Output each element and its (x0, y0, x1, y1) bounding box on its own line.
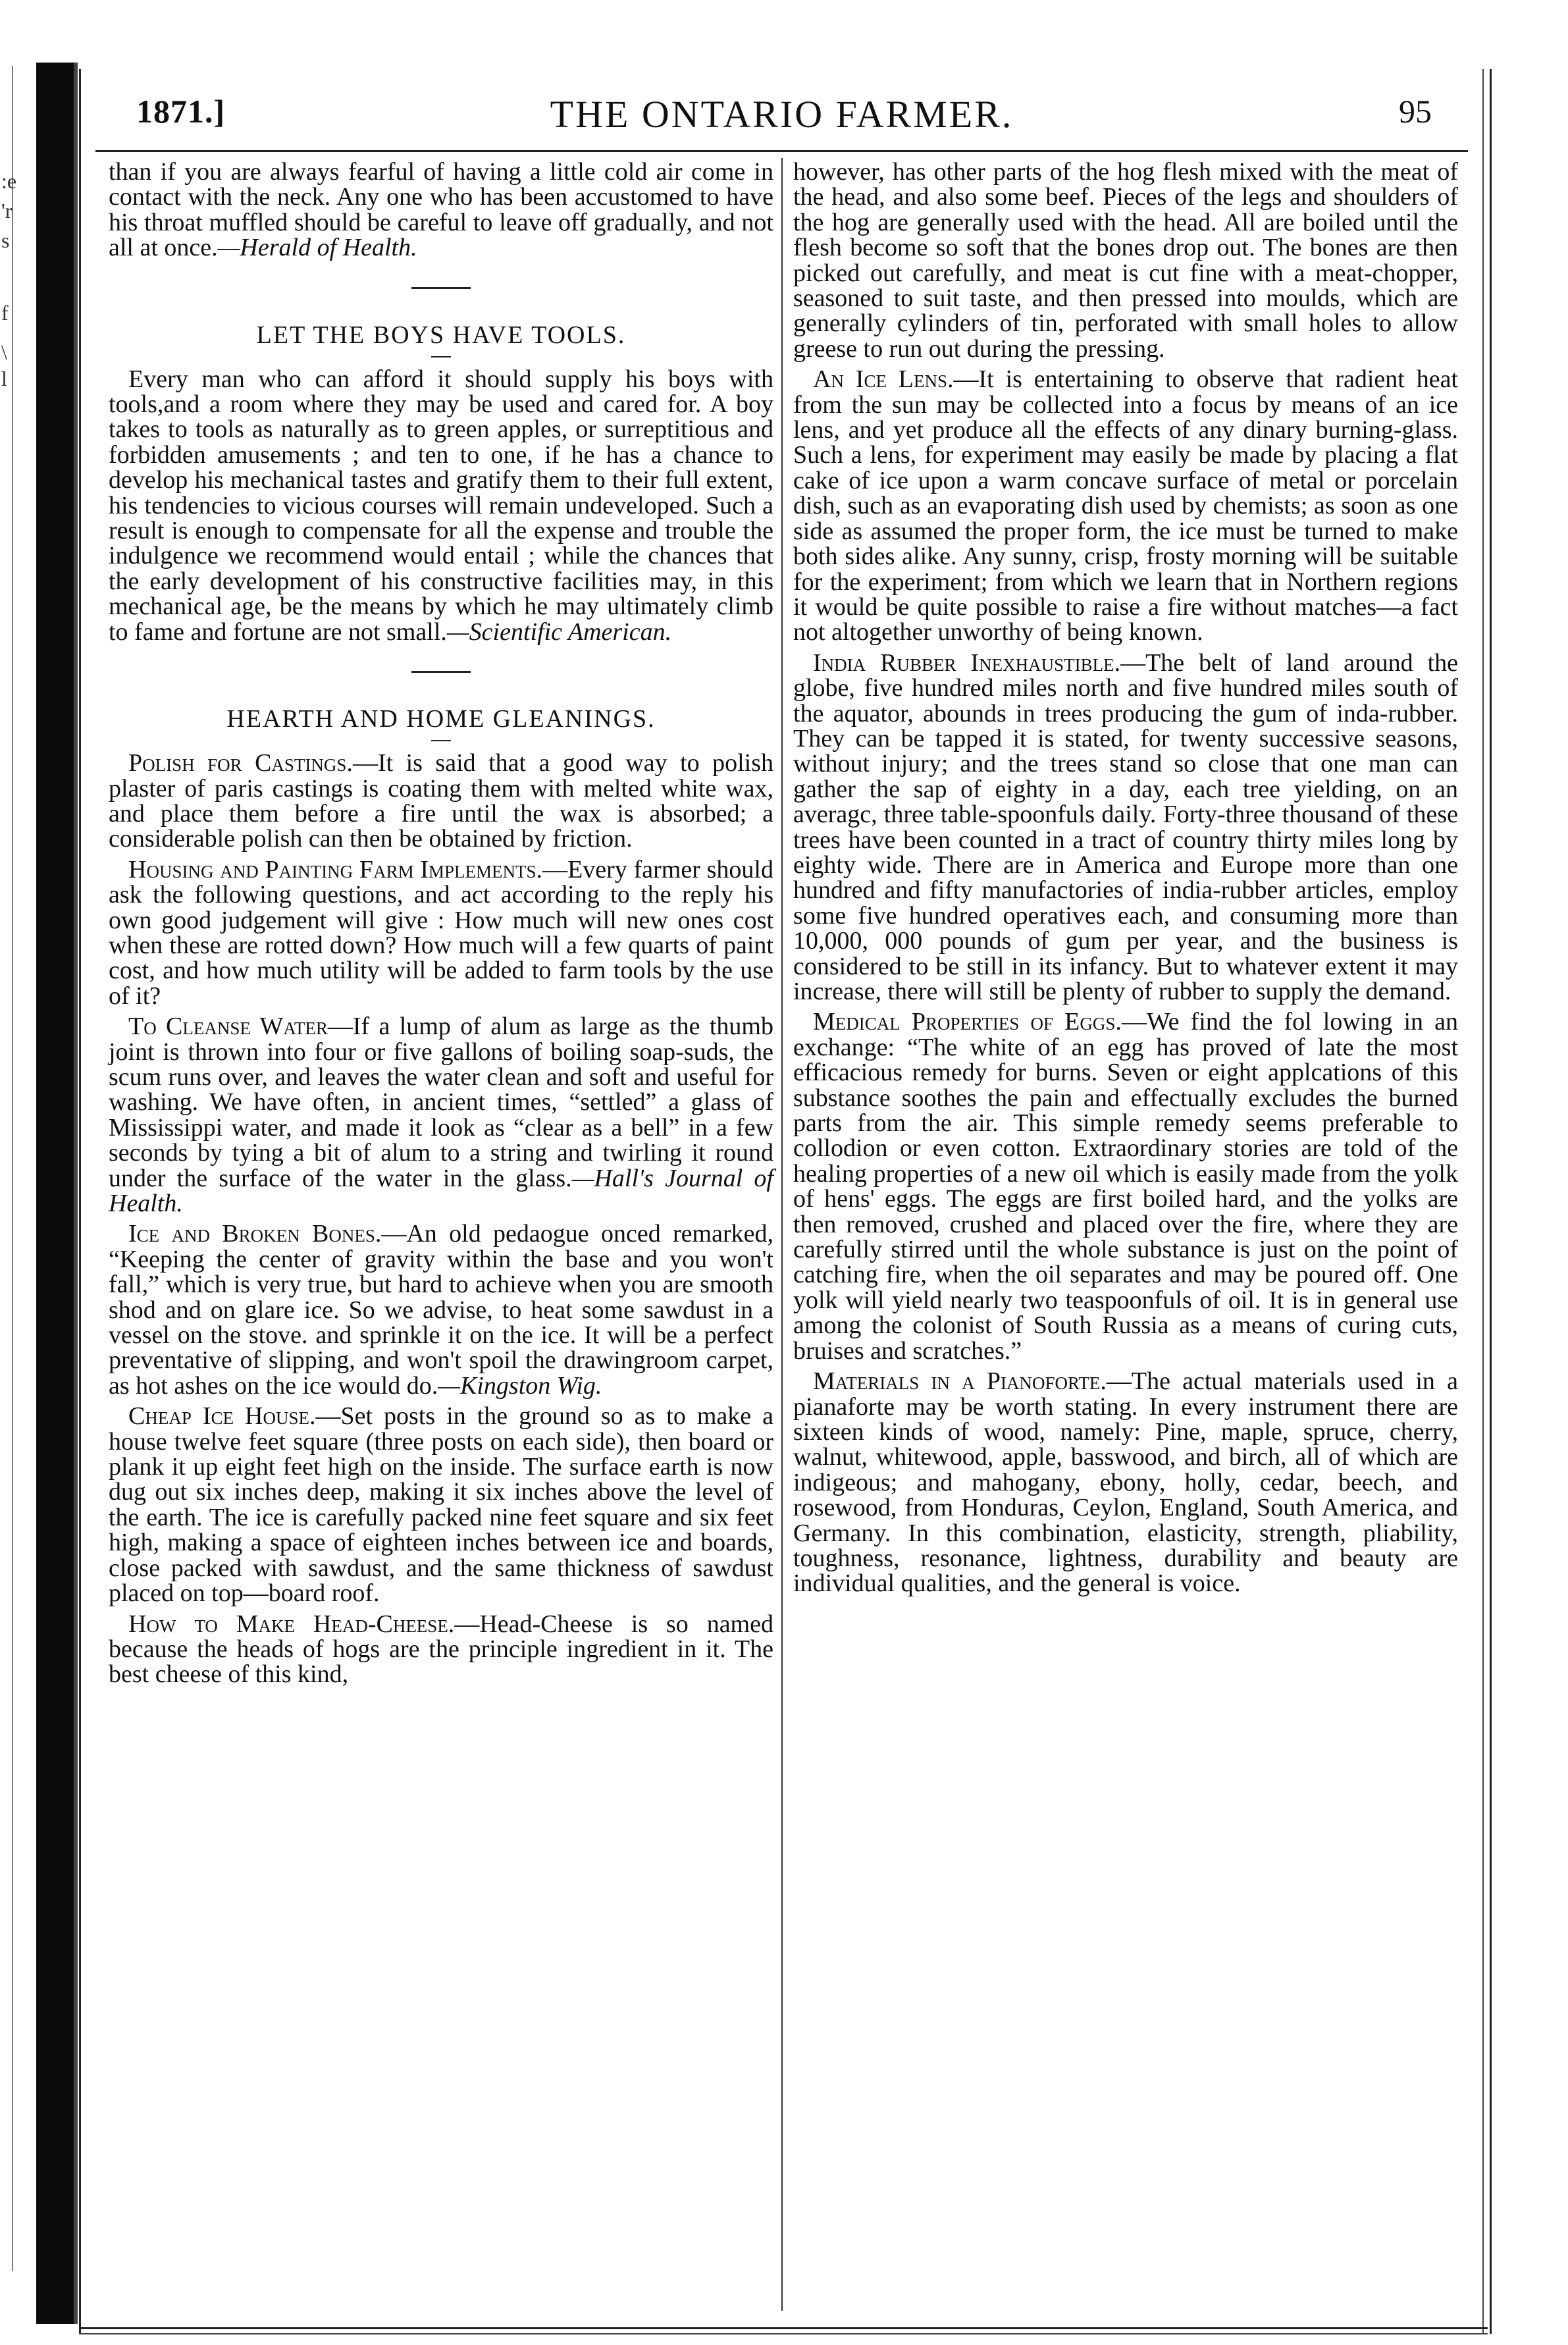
gleaning-item (793, 1369, 1458, 1596)
item-text: —Every farmer should ask the following questions, and act according to the reply his own good judgement will give : How much will new ones cost when these are rotted down? How much will a few quarts of paint cost, and how much utility will be added to farm tools by the use of it? (109, 855, 773, 1010)
item-title: How to Make Head-Cheese. (128, 1610, 455, 1638)
continued-paragraph (109, 159, 773, 261)
paragraph-text: than if you are always fearful of having a little cold air come in contact with the neck. Any one who has been accustomed to have his throat muffled should be careful to leave off gradually, and not all at once. (109, 158, 773, 262)
item-title: An Ice Lens. (813, 365, 954, 394)
gleaning-item (109, 857, 773, 1009)
article-heading: HEARTH AND HOME GLEANINGS. (226, 705, 656, 733)
item-text: —We find the fol lowing in an exchange: “The white of an egg has proved of late the most efficacious remedy for burns. Seven or eight applcations of this substance soothes the pain and effectually excludes the burned parts from the air. This simple remedy seems preferable to collodion or even cotton. Extraordinary stories are told of the healing properties of a new oil which is easily made from the yolk of hens' eggs. The eggs are first boiled hard, and the yolks are then removed, crushed and placed over the fire, where they are carefully stirred until the whole substance is just on the point of catching fire, when the oil separates and may be poured off. One yolk will yield nearly two teaspoonfuls of oil. It is in general use among the colonist of South Russia as a means of curing cuts, bruises and scratches.” (793, 1008, 1458, 1365)
gleaning-item (793, 367, 1458, 645)
margin-fragment: l (1, 367, 7, 390)
item-text: —An old pedaogue onced remarked, “Keeping the center of gravity within the base and you won't fall,” which is very true, but hard to achieve when you are smooth shod and on glare ice. So we advise, to heat some sawdust in a vessel on the stove. and sprinkle it on the ice. It will be a perfect preventative of slipping, and won't spoil the drawingroom carpet, as hot ashes on the ice would do. (109, 1220, 773, 1400)
page-number: 95 (1399, 93, 1432, 130)
gleaning-item (109, 1612, 773, 1687)
item-text: —The belt of land around the globe, five hundred miles north and five hundred miles south of the aquator, abounds in trees producing the gum of inda-rubber. They can be tapped it is stated, for twenty successive seasons, without injury; and the trees stand so close that one man can gather the sap of eighty in a day, each tree yielding, on an averagc, three table-spoonfuls daily. Forty-three thousand of these trees have been counted in a tract of country thirty miles long by eighty wide. There are in America and Europe more than one hundred and fifty manufactories of india-rubber articles, employ some five hundred operatives each, and consuming more than 10,000, 000 pounds of gum per year, and the business is considered to be still in its infancy. But to whatever extent it may increase, there will still be plenty of rubber to supply the demand. (793, 648, 1458, 1005)
item-text: —It is entertaining to observe that radient heat from the sun may be collected into a focus by means of an ice lens, and yet produce all the effects of any dinary burning-glass. Such a lens, for experiment may easily be made by placing a flat cake of ice upon a warm concave surface of metal or porcelain dish, such as an evaporating dish used by chemists; as soon as one side as assumed the proper form, the ice must be turned to make both sides alike. Any sunny, crisp, frosty morning will be suitable for the experiment; from which we learn that in Northern regions it would be quite possible to raise a fire without matches—a fact not altogether unworthy of being known. (793, 365, 1458, 646)
margin-fragment: s (1, 228, 10, 252)
item-title: Materials in a Pianoforte. (813, 1367, 1107, 1396)
gleaning-item (109, 1221, 773, 1398)
gleaning-item (109, 1404, 773, 1606)
item-text: —It is said that a good way to polish plaster of paris castings is coating them with melted white wax, and place them before a fire until the wax is absorbed; a considerable polish can then be obtained by friction. (109, 749, 773, 853)
item-title: Cheap Ice House. (128, 1402, 316, 1431)
heading-dash (431, 740, 451, 741)
item-title: Ice and Broken Bones. (128, 1220, 382, 1248)
binding-gutter-edge (74, 63, 78, 2324)
right-column (793, 159, 1458, 1596)
margin-fragment: 'r (1, 199, 13, 223)
page-frame-inner-rule (1482, 69, 1484, 2334)
article-heading: LET THE BOYS HAVE TOOLS. (256, 321, 626, 349)
item-title: Medical Properties of Eggs. (813, 1008, 1122, 1036)
section-divider (411, 671, 471, 673)
item-text: —Head-Cheese is so named because the heads of hogs are the principle ingredient in it. The best cheese of this kind, (109, 1610, 773, 1689)
gleaning-item (793, 1009, 1458, 1363)
item-title: Polish for Castings. (128, 749, 353, 777)
item-title: India Rubber Inexhaustible. (813, 648, 1121, 677)
margin-fragment: \ (1, 340, 7, 364)
header-year: 1871.] (136, 93, 226, 130)
margin-fragment: f (1, 301, 9, 325)
source-credit: —Kingston Wig. (438, 1371, 602, 1400)
item-text: —The actual materials used in a pianaforte may be worth stating. In every instrument there are sixteen kinds of wood, namely: Pine, maple, spruce, cherry, walnut, whitewood, apple, basswood, and birch, all of which are indigeous; and mahogany, ebony, holly, cedar, beech, and rosewood, from Honduras, Ceylon, England, South America, and Germany. In this combination, elasticity, strength, pliability, toughness, resonance, lightness, durability and beauty are individual qualities, and the general is voice. (793, 1367, 1458, 1598)
heading-dash (431, 356, 451, 357)
adjacent-page-rule (12, 66, 13, 2271)
gleaning-item (793, 650, 1458, 1005)
left-column (109, 159, 773, 1687)
gleaning-item (109, 1014, 773, 1216)
gleaning-item (109, 751, 773, 852)
header-rule (95, 150, 1468, 152)
source-credit: —Herald of Health. (217, 234, 417, 262)
item-text: —Set posts in the ground so as to make a house twelve feet square (three posts on each side), then board or plank it up eight feet high on the inside. The surface earth is now dug out six inches deep, making it six inches above the level of the earth. The ice is carefully packed nine feet square and six feet high, making a space of eighteen inches between ice and boards, close packed with sawdust, and the same thickness of sawdust placed on top—board roof. (109, 1402, 773, 1608)
section-divider (411, 287, 471, 289)
column-rule (781, 158, 783, 2311)
source-credit: —Hall's Journal of Health. (109, 1164, 773, 1217)
source-credit: —Scientific American. (446, 618, 672, 646)
continued-paragraph: however, has other parts of the hog flesh mixed with the meat of the head, and also some beef. Pieces of the legs and shoulders of the hog are generally used with the head. All are boiled until the flesh become so soft that the bones drop out. The bones are then picked out carefully, and meat is cut fine with a meat-chopper, seasoned to suit taste, and then pressed into moulds, which are generally cylinders of tin, perforated with small holes to allow greese to run out during the pressing. (793, 158, 1458, 363)
publication-title: THE ONTARIO FARMER. (550, 93, 1014, 136)
running-header (95, 92, 1468, 151)
binding-gutter (36, 63, 74, 2324)
item-text: —If a lump of alum as large as the thumb joint is thrown into four or five gallons of boiling soap-suds, the scum runs over, and leaves the water clean and soft and useful for washing. We have often, in ancient times, “settled” a glass of Mississippi water, and made it look as “clear as a bell” in a few seconds by tying a bit of alum to a string and twirling it round under the surface of the water in the glass. (109, 1013, 773, 1192)
item-title: To Cleanse Water (128, 1013, 328, 1041)
page-frame-bottom-rule (79, 2327, 1488, 2334)
adjacent-page-margin (0, 0, 26, 2345)
article-paragraph (109, 367, 773, 645)
paragraph-text: Every man who can afford it should supply his boys with tools,and a room where they may be used and cared for. A boy takes to tools as naturally as to green apples, or surreptitious and forbidden amusements ; and ten to one, if he has a chance to develop his mechanical tastes and gratify them to their full extent, his tendencies to vicious courses will remain undeveloped. Such a result is enough to compensate for all the expense and trouble the indulgence we recommend would entail ; while the chances that the early development of his constructive facilities may, in this mechanical age, be the means by which he may ultimately climb to fame and fortune are not small. (109, 365, 773, 646)
item-title: Housing and Painting Farm Implements. (128, 855, 543, 883)
margin-fragment: :e (1, 169, 17, 193)
